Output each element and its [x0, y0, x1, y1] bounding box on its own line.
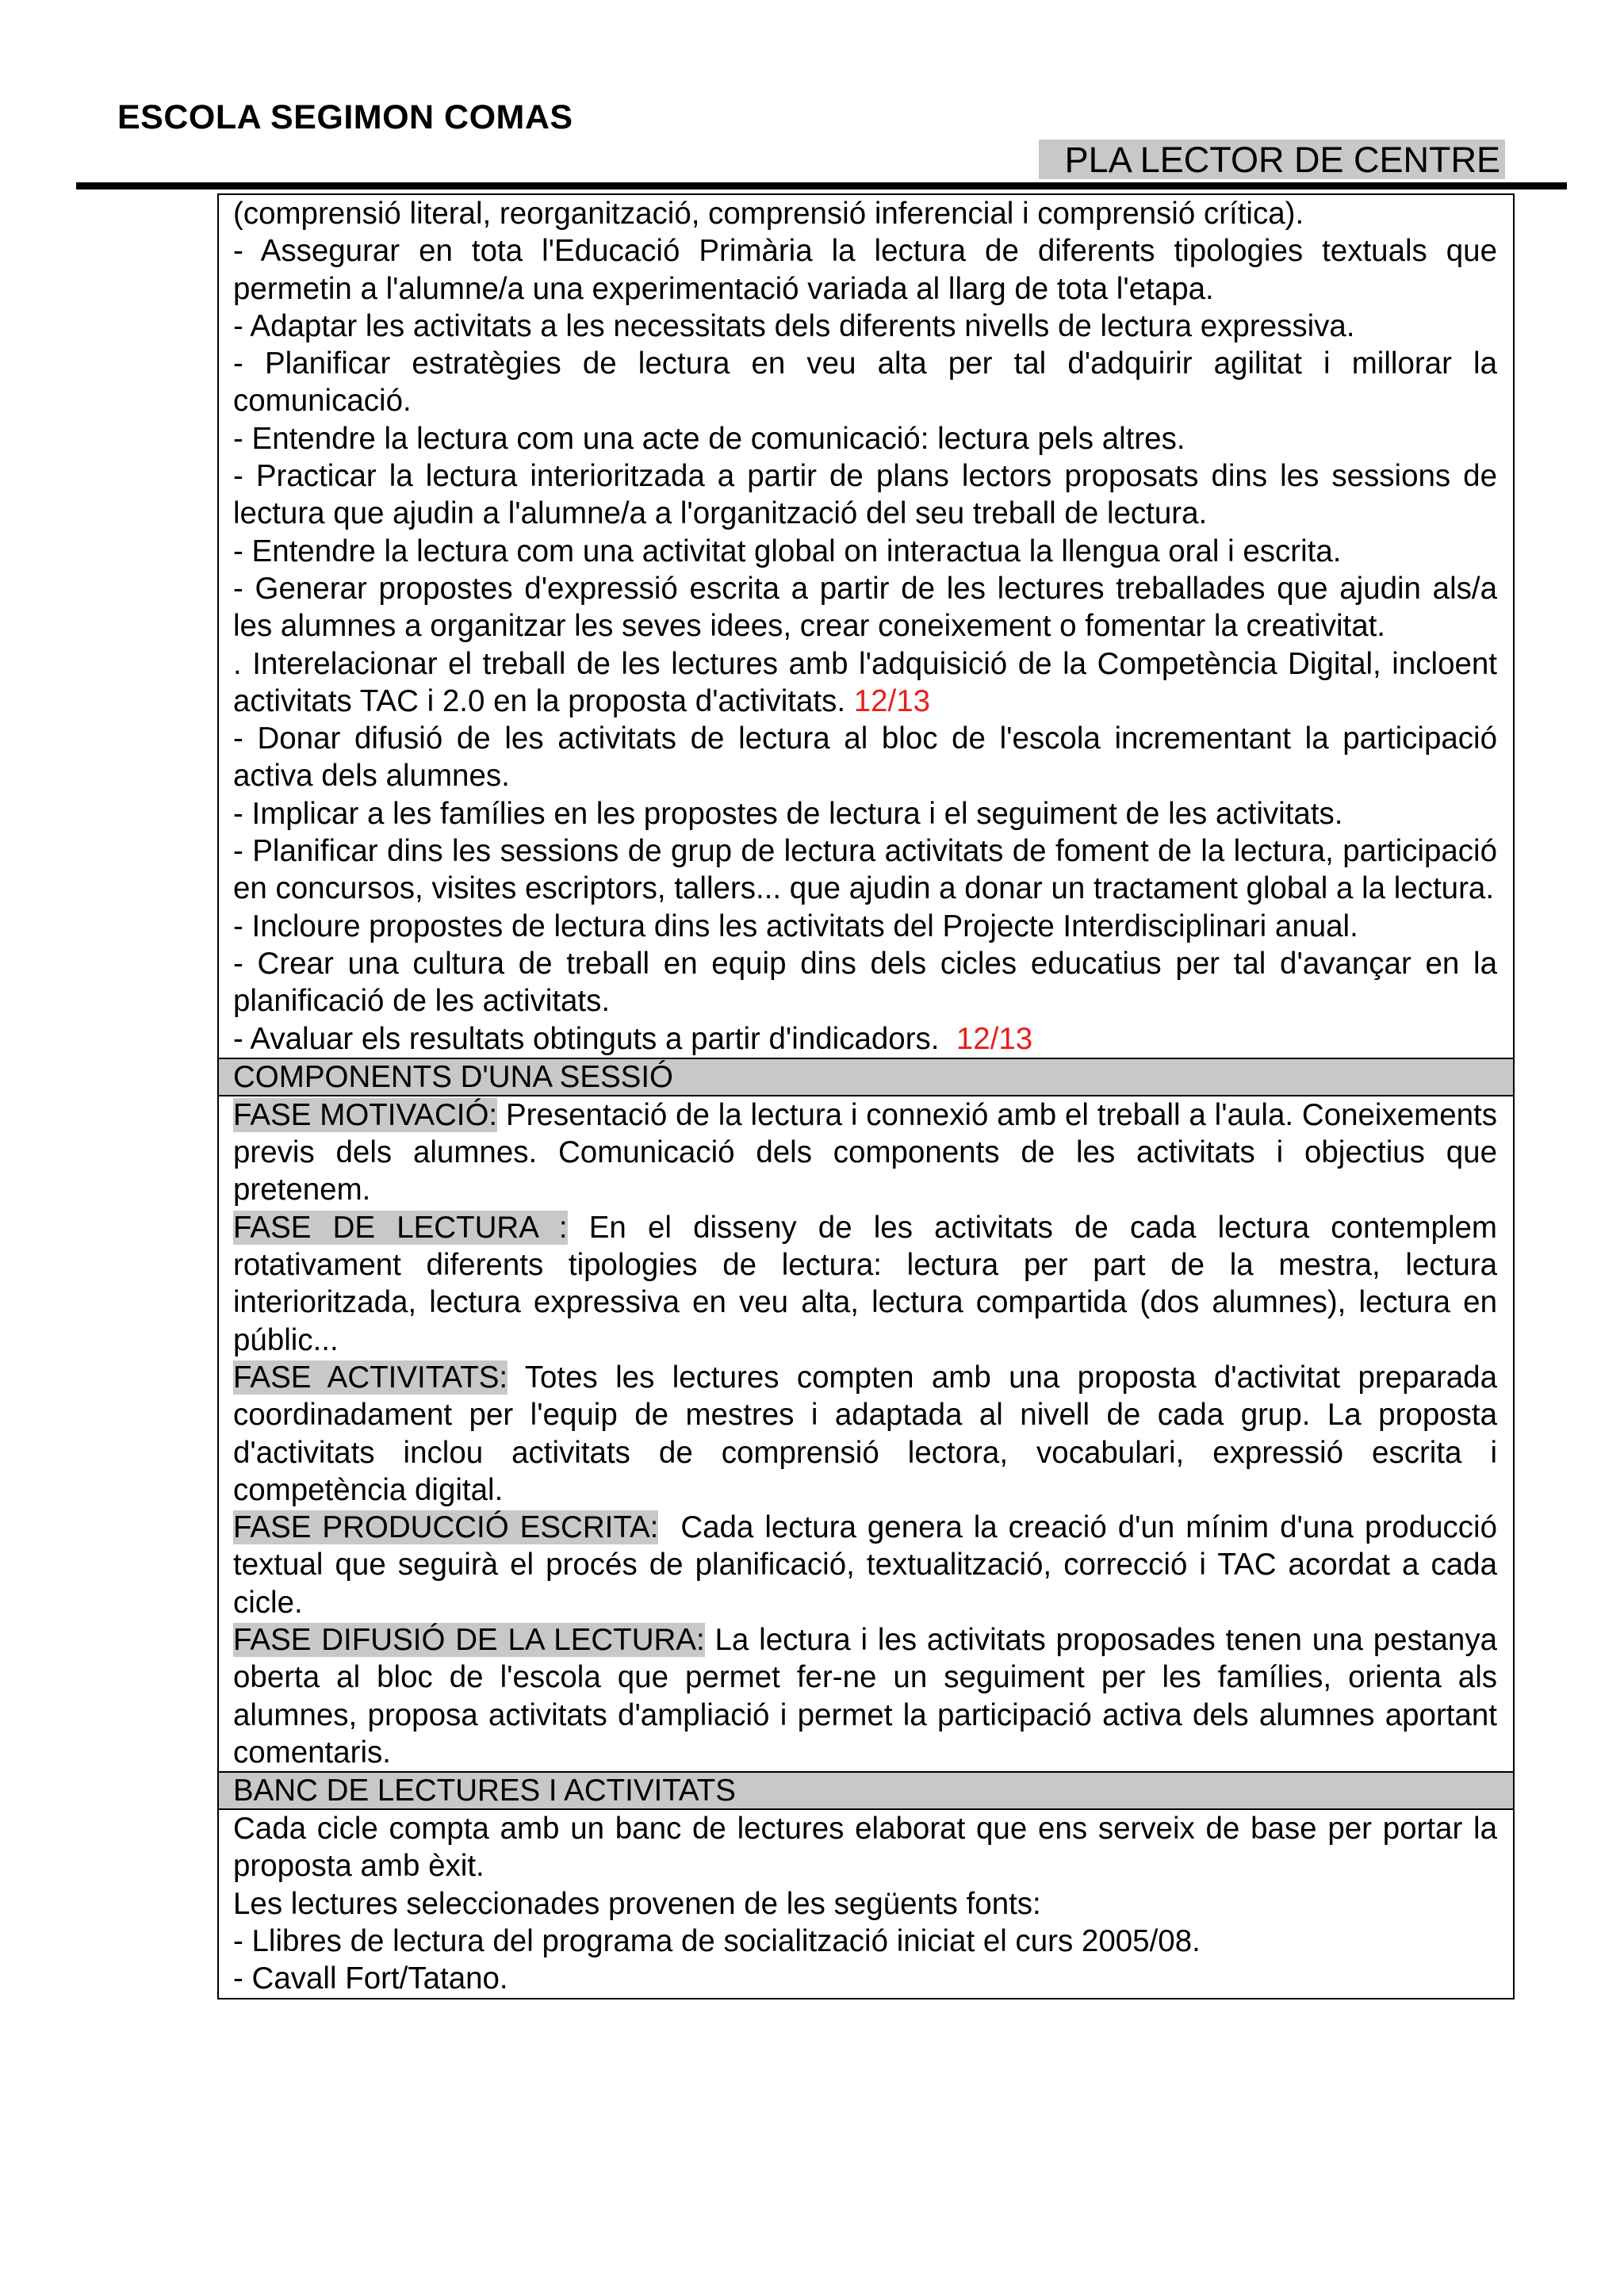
session-components-cell [219, 1096, 1513, 1771]
phase-dissemination [233, 1621, 1497, 1771]
phase-text: Presentació de la lectura i connexió amb el treball a l'aula. Coneixements previs dels alumnes. Comunicació dels components de les activitats i objectius que pretenem. [233, 1097, 1497, 1207]
phase-label: FASE DE LECTURA : [233, 1210, 568, 1245]
document-title: PLA LECTOR DE CENTRE [1039, 140, 1505, 179]
objective-item: - Generar propostes d'expressió escrita a partir de les lectures treballades que ajudin als/a les alumnes a organitzar les seves idees, crear coneixement o fomentar la creativitat. [233, 571, 1497, 644]
objectives-intro: (comprensió literal, reorganització, comprensió inferencial i comprensió crítica). [233, 197, 1304, 231]
objective-item: - Adaptar les activitats a les necessitats dels diferents nivells de lectura expressiva. [233, 308, 1355, 343]
objective-evaluate-text: - Avaluar els resultats obtinguts a partir d'indicadors. [233, 1021, 940, 1056]
objective-item: - Practicar la lectura interioritzada a partir de plans lectors proposats dins les sessions de lectura que ajudin a l'alumne/a a l'organització del seu treball de lectura. [233, 459, 1497, 531]
objective-item: - Incloure propostes de lectura dins les activitats del Projecte Interdisciplinari anual. [233, 909, 1358, 943]
reading-bank-cell [219, 1810, 1513, 1997]
school-year-note: 12/13 [956, 1021, 1033, 1056]
phase-motivation [233, 1096, 1497, 1209]
phase-text: En el disseny de les activitats de cada lectura contemplem rotativament diferents tipologies de lectura: lectura per part de la mestra, lectura interioritzada, lectura expressiva en veu alta, lectura compartida (dos alumnes), lectura en públic... [233, 1210, 1497, 1357]
reading-bank-source: - Cavall Fort/Tatano. [233, 1961, 508, 1996]
objective-item: - Planificar dins les sessions de grup de lectura activitats de foment de la lectura, participació en concursos, visites escriptors, tallers... que ajudin a donar un tractament global a la lectura. [233, 834, 1497, 906]
school-year-note: 12/13 [853, 683, 931, 718]
objective-item: - Entendre la lectura com una activitat global on interactua la llengua oral i escrita. [233, 534, 1342, 568]
reading-bank-paragraph: Les lectures seleccionades provenen de les següents fonts: [233, 1886, 1041, 1921]
header-rule [76, 182, 1567, 189]
phase-label: FASE ACTIVITATS: [233, 1360, 508, 1395]
phase-label: FASE PRODUCCIÓ ESCRITA: [233, 1510, 659, 1545]
reading-bank-heading: BANC DE LECTURES I ACTIVITATS [219, 1771, 1513, 1810]
reading-bank-paragraph: Cada cicle compta amb un banc de lectures elaborat que ens serveix de base per portar la proposta amb èxit. [233, 1812, 1497, 1884]
phase-label: FASE DIFUSIÓ DE LA LECTURA: [233, 1622, 705, 1657]
objective-item: - Entendre la lectura com una acte de comunicació: lectura pels altres. [233, 421, 1185, 456]
objective-item: - Planificar estratègies de lectura en veu alta per tal d'adquirir agilitat i millorar la comunicació. [233, 346, 1497, 419]
phase-text: Cada lectura genera la creació d'un mínim d'una producció textual que seguirà el procés de planificació, textualització, correcció i TAC acordat a cada cicle. [233, 1510, 1497, 1620]
reading-bank-source: - Llibres de lectura del programa de socialització iniciat el curs 2005/08. [233, 1924, 1201, 1959]
phase-text: La lectura i les activitats proposades tenen una pestanya oberta al bloc de l'escola que permet fer-ne un seguiment per les famílies, orienta als alumnes, proposa activitats d'ampliació i permet la participació activa dels alumnes aportant comentaris. [233, 1622, 1497, 1770]
phase-label: FASE MOTIVACIÓ: [233, 1097, 498, 1132]
phase-writing [233, 1509, 1497, 1621]
objective-item: - Donar difusió de les activitats de lectura al bloc de l'escola incrementant la participació activa dels alumnes. [233, 721, 1497, 794]
phase-activities [233, 1359, 1497, 1509]
objective-item: - Crear una cultura de treball en equip dins dels cicles educatius per tal d'avançar en la planificació de les activitats. [233, 946, 1497, 1019]
objective-item: - Implicar a les famílies en les propostes de lectura i el seguiment de les activitats. [233, 796, 1343, 831]
objective-digital-text: . Interelacionar el treball de les lectures amb l'adquisició de la Competència Digital, incloent activitats TAC i 2.0 en la proposta d'activitats. [233, 646, 1497, 718]
objectives-cell [219, 195, 1513, 1058]
objective-item-evaluate [233, 1020, 1497, 1058]
content-table [217, 193, 1515, 1999]
session-components-heading: COMPONENTS D'UNA SESSIÓ [219, 1058, 1513, 1096]
objective-item: - Assegurar en tota l'Educació Primària la lectura de diferents tipologies textuals que permetin a l'alumne/a una experimentació variada al llarg de tota l'etapa. [233, 234, 1497, 306]
phase-reading [233, 1209, 1497, 1359]
school-name: ESCOLA SEGIMON COMAS [117, 98, 573, 136]
objective-item-digital [233, 645, 1497, 721]
phase-text: Totes les lectures compten amb una proposta d'activitat preparada coordinadament per l'equip de mestres i adaptada al nivell de cada grup. La proposta d'activitats inclou activitats de comprensió lectora, vocabulari, expressió escrita i competència digital. [233, 1360, 1497, 1507]
